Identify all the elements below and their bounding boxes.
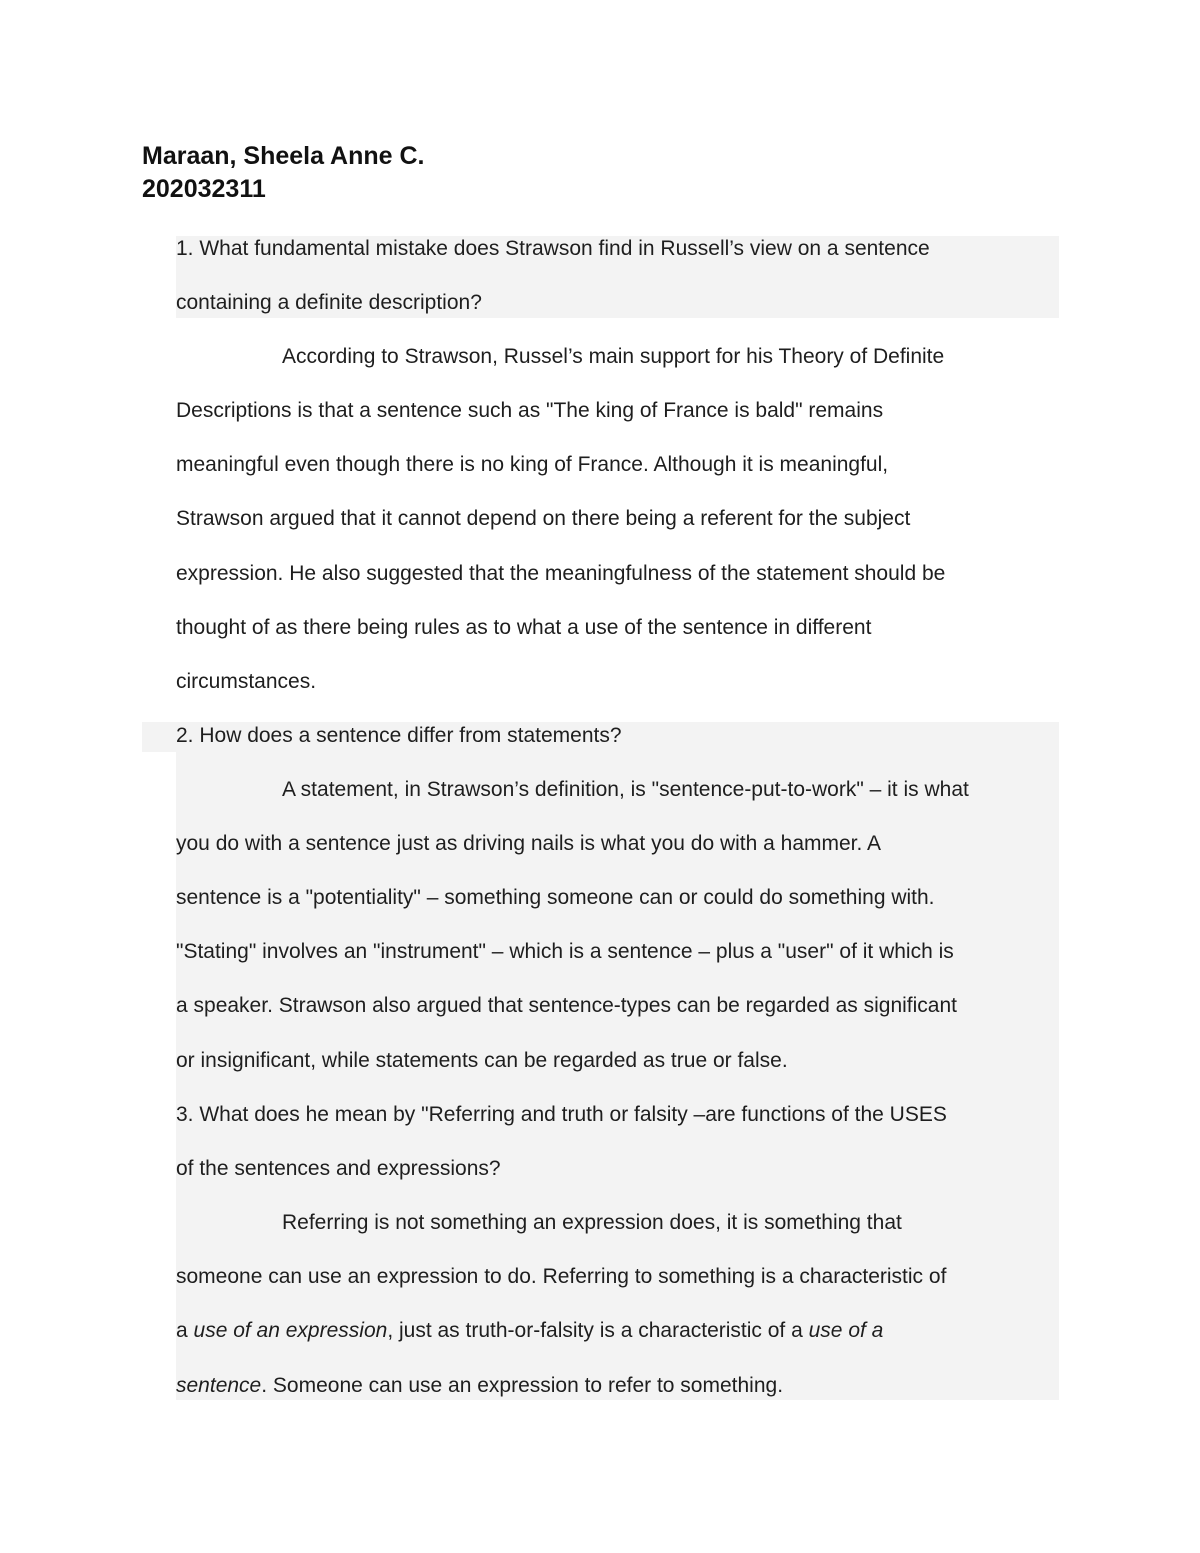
text-run: a [176,1319,194,1342]
student-id: 202032311 [142,175,266,203]
text-run: . Someone can use an expression to refer to something. [261,1374,784,1397]
q2-answer-line: "Stating" involves an "instrument" – which is a sentence – plus a "user" of it which is [176,940,954,963]
italic-text-run: use of an expression [193,1319,388,1342]
q3-answer-line [176,1374,783,1398]
italic-text-run: sentence [176,1374,262,1397]
q1-answer-line: circumstances. [176,670,317,693]
q3-question-line: 3. What does he mean by "Referring and truth or falsity –are functions of the USES [176,1103,947,1126]
q2-answer-line: sentence is a "potentiality" – something someone can or could do something with. [176,886,935,909]
q2-answer-line: or insignificant, while statements can be regarded as true or false. [176,1049,788,1072]
q3-question-line: of the sentences and expressions? [176,1157,501,1180]
italic-text-run: use of a [808,1319,884,1342]
q1-answer-line: Strawson argued that it cannot depend on there being a referent for the subject [176,507,911,530]
q2-answer-line: A statement, in Strawson’s definition, is "sentence-put-to-work" – it is what [282,778,969,801]
q3-answer-line: someone can use an expression to do. Referring to something is a characteristic of [176,1265,947,1288]
text-run: , just as truth-or-falsity is a characteristic of a [387,1319,809,1342]
q2-question-line: 2. How does a sentence differ from statements? [176,724,622,747]
q3-answer-line: Referring is not something an expression does, it is something that [282,1211,902,1234]
q1-answer-line: meaningful even though there is no king of France. Although it is meaningful, [176,453,889,476]
q3-answer-line [176,1319,883,1343]
q1-answer-line: According to Strawson, Russel’s main support for his Theory of Definite [282,345,945,368]
q1-question-line: containing a definite description? [176,291,482,314]
q1-answer-line: Descriptions is that a sentence such as "The king of France is bald" remains [176,399,884,422]
q1-answer-line: expression. He also suggested that the meaningfulness of the statement should be [176,562,946,585]
q1-answer-line: thought of as there being rules as to what a use of the sentence in different [176,616,872,639]
q2-answer-line: a speaker. Strawson also argued that sentence-types can be regarded as significant [176,994,957,1017]
q2-answer-line: you do with a sentence just as driving nails is what you do with a hammer. A [176,832,882,855]
q1-question-line: 1. What fundamental mistake does Strawson find in Russell’s view on a sentence [176,237,930,260]
student-name: Maraan, Sheela Anne C. [142,142,425,170]
document-header [142,140,425,206]
